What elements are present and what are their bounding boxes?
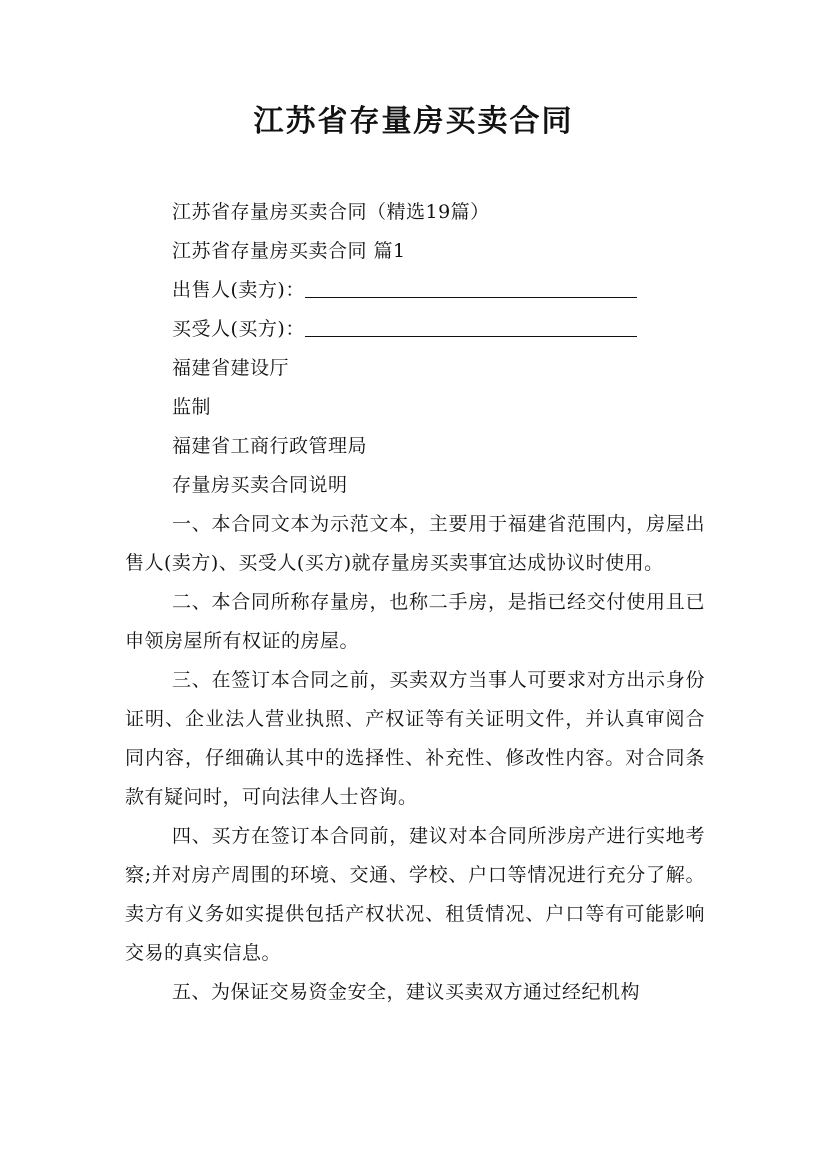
paragraph-1: 一、本合同文本为示范文本，主要用于福建省范围内，房屋出售人(卖方)、买受人(买方)就存量房买卖事宜达成协议时使用。 (125, 513, 705, 574)
seller-blank (305, 277, 637, 298)
paragraph-3: 三、在签订本合同之前，买卖双方当事人可要求对方出示身份证明、企业法人营业执照、产权证等有关证明文件，并认真审阅合同内容，仔细确认其中的选择性、补充性、修改性内容。对合同条款有疑问时，可向法律人士咨询。 (125, 669, 705, 808)
chapter-line: 江苏省存量房买卖合同 篇1 (172, 240, 406, 262)
buyer-blank (305, 316, 637, 337)
document-body (125, 193, 705, 1012)
paragraph-4: 四、买方在签订本合同前，建议对本合同所涉房产进行实地考察;并对房产周围的环境、交通、学校、户口等情况进行充分了解。卖方有义务如实提供包括产权状况、租赁情况、户口等有可能影响交易的真实信息。 (125, 825, 705, 964)
dept2-line: 福建省工商行政管理局 (172, 435, 368, 457)
explain-heading: 存量房买卖合同说明 (172, 474, 348, 496)
subtitle-line: 江苏省存量房买卖合同（精选19篇） (172, 201, 490, 223)
paragraph-2: 二、本合同所称存量房，也称二手房，是指已经交付使用且已申领房屋所有权证的房屋。 (125, 591, 705, 652)
paragraph-5: 五、为保证交易资金安全，建议买卖双方通过经纪机构 (172, 981, 641, 1003)
document-title: 江苏省存量房买卖合同 (253, 104, 574, 139)
seller-line (125, 271, 705, 310)
supervise-line: 监制 (172, 396, 212, 418)
buyer-line (125, 310, 705, 349)
dept1-line: 福建省建设厅 (172, 357, 290, 379)
buyer-label: 买受人(买方)： (172, 318, 305, 340)
seller-label: 出售人(卖方)： (172, 279, 305, 301)
